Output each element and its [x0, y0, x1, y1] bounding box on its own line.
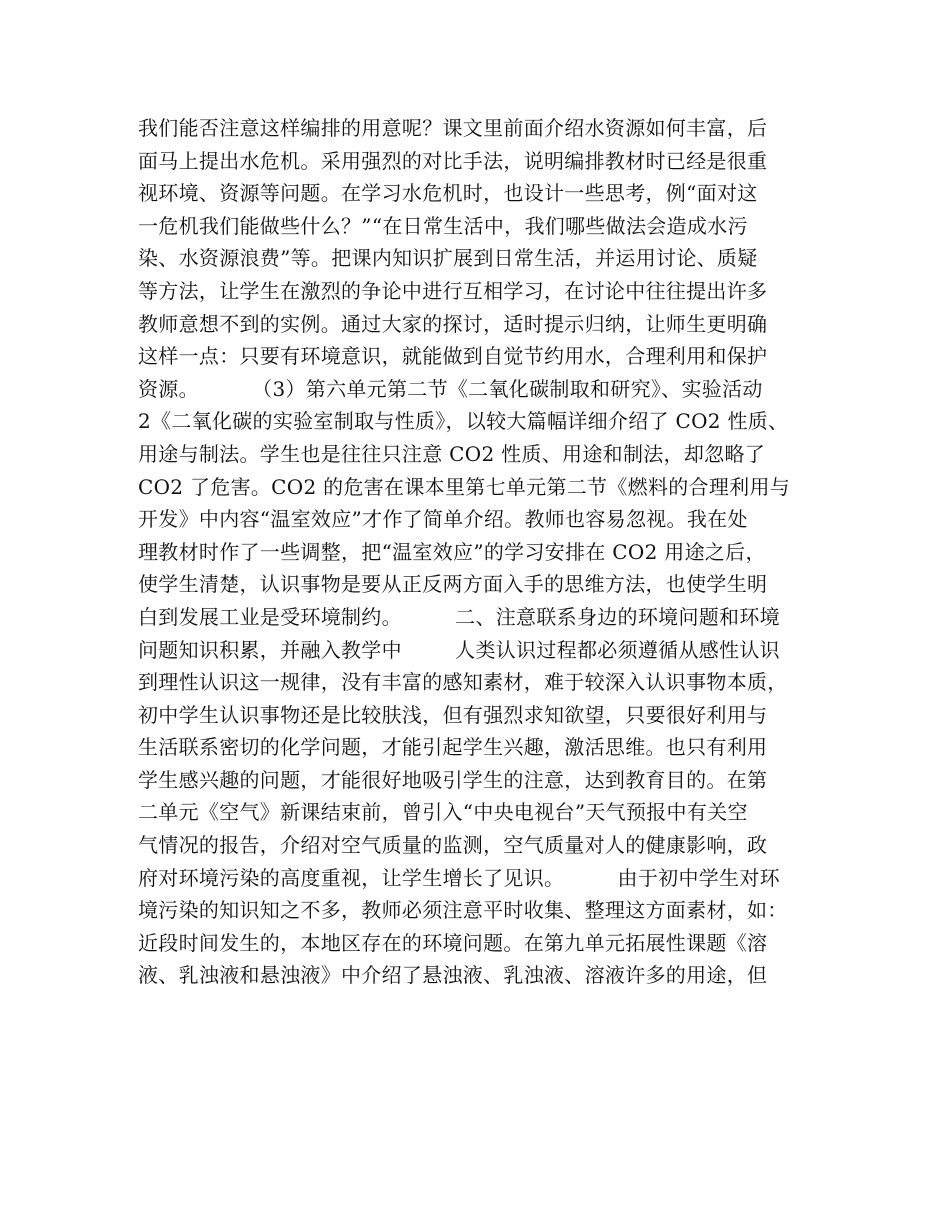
text-line: 用途与制法。学生也是往往只注意 CO2 性质、用途和制法，却忽略了: [138, 441, 766, 466]
text-line: CO2 了危害。CO2 的危害在课本里第七单元第二节《燃料的合理利用与: [138, 474, 791, 499]
text-line: 使学生清楚，认识事物是要从正反两方面入手的思维方法，也使学生明: [138, 572, 768, 597]
text-line: 府对环境污染的高度重视，让学生增长了见识。 由于初中学生对环: [138, 865, 780, 890]
text-line: 生活联系密切的化学问题，才能引起学生兴趣，激活思维。也只有利用: [138, 735, 768, 760]
text-line: 白到发展工业是受环境制约。 二、注意联系身边的环境问题和环境: [138, 604, 780, 629]
text-line: 学生感兴趣的问题，才能很好地吸引学生的注意，达到教育目的。在第: [138, 767, 768, 792]
text-line: 气情况的报告，介绍对空气质量的监测，空气质量对人的健康影响，政: [138, 833, 768, 858]
text-line: 一危机我们能做些什么？”“在日常生活中，我们哪些做法会造成水污: [138, 213, 748, 238]
text-line: 我们能否注意这样编排的用意呢？课文里前面介绍水资源如何丰富，后: [138, 116, 768, 140]
text-line: 液、乳浊液和悬浊液》中介绍了悬浊液、乳浊液、溶液许多的用途，但: [138, 963, 768, 988]
text-line: 视环境、资源等问题。在学习水危机时，也设计一些思考，例“面对这: [138, 181, 758, 206]
text-line: 到理性认识这一规律，没有丰富的感知素材，难于较深入认识事物本质，: [138, 670, 788, 695]
text-line: 资源。 （3）第六单元第二节《二氧化碳制取和研究》、实验活动: [138, 376, 763, 401]
text-line: 这样一点：只要有环境意识，就能做到自觉节约用水，合理利用和保护: [138, 344, 768, 369]
text-line: 等方法，让学生在激烈的争论中进行互相学习，在讨论中往往提出许多: [138, 278, 768, 303]
text-line: 二单元《空气》新课结束前，曾引入“中央电视台”天气预报中有关空: [138, 800, 748, 825]
text-line: 理教材时作了一些调整，把“温室效应”的学习安排在 CO2 用途之后，: [138, 539, 766, 564]
text-line: 染、水资源浪费”等。把课内知识扩展到日常生活，并运用讨论、质疑: [138, 246, 758, 271]
text-line: 2《二氧化碳的实验室制取与性质》，以较大篇幅详细介绍了 CO2 性质、: [138, 409, 789, 434]
text-line: 问题知识积累，并融入教学中 人类认识过程都必须遵循从感性认识: [138, 637, 780, 662]
text-line: 开发》中内容“温室效应”才作了简单介绍。教师也容易忽视。我在处: [138, 507, 748, 532]
text-line: 近段时间发生的，本地区存在的环境问题。在第九单元拓展性课题《溶: [138, 930, 768, 955]
text-line: 教师意想不到的实例。通过大家的探讨，适时提示归纳，让师生更明确: [138, 311, 768, 336]
body-text: [138, 112, 838, 992]
text-line: 境污染的知识知之不多，教师必须注意平时收集、整理这方面素材，如：: [138, 898, 788, 923]
text-line: 面马上提出水危机。采用强烈的对比手法，说明编排教材时已经是很重: [138, 148, 768, 173]
text-line: 初中学生认识事物还是比较肤浅，但有强烈求知欲望，只要很好利用与: [138, 702, 768, 727]
